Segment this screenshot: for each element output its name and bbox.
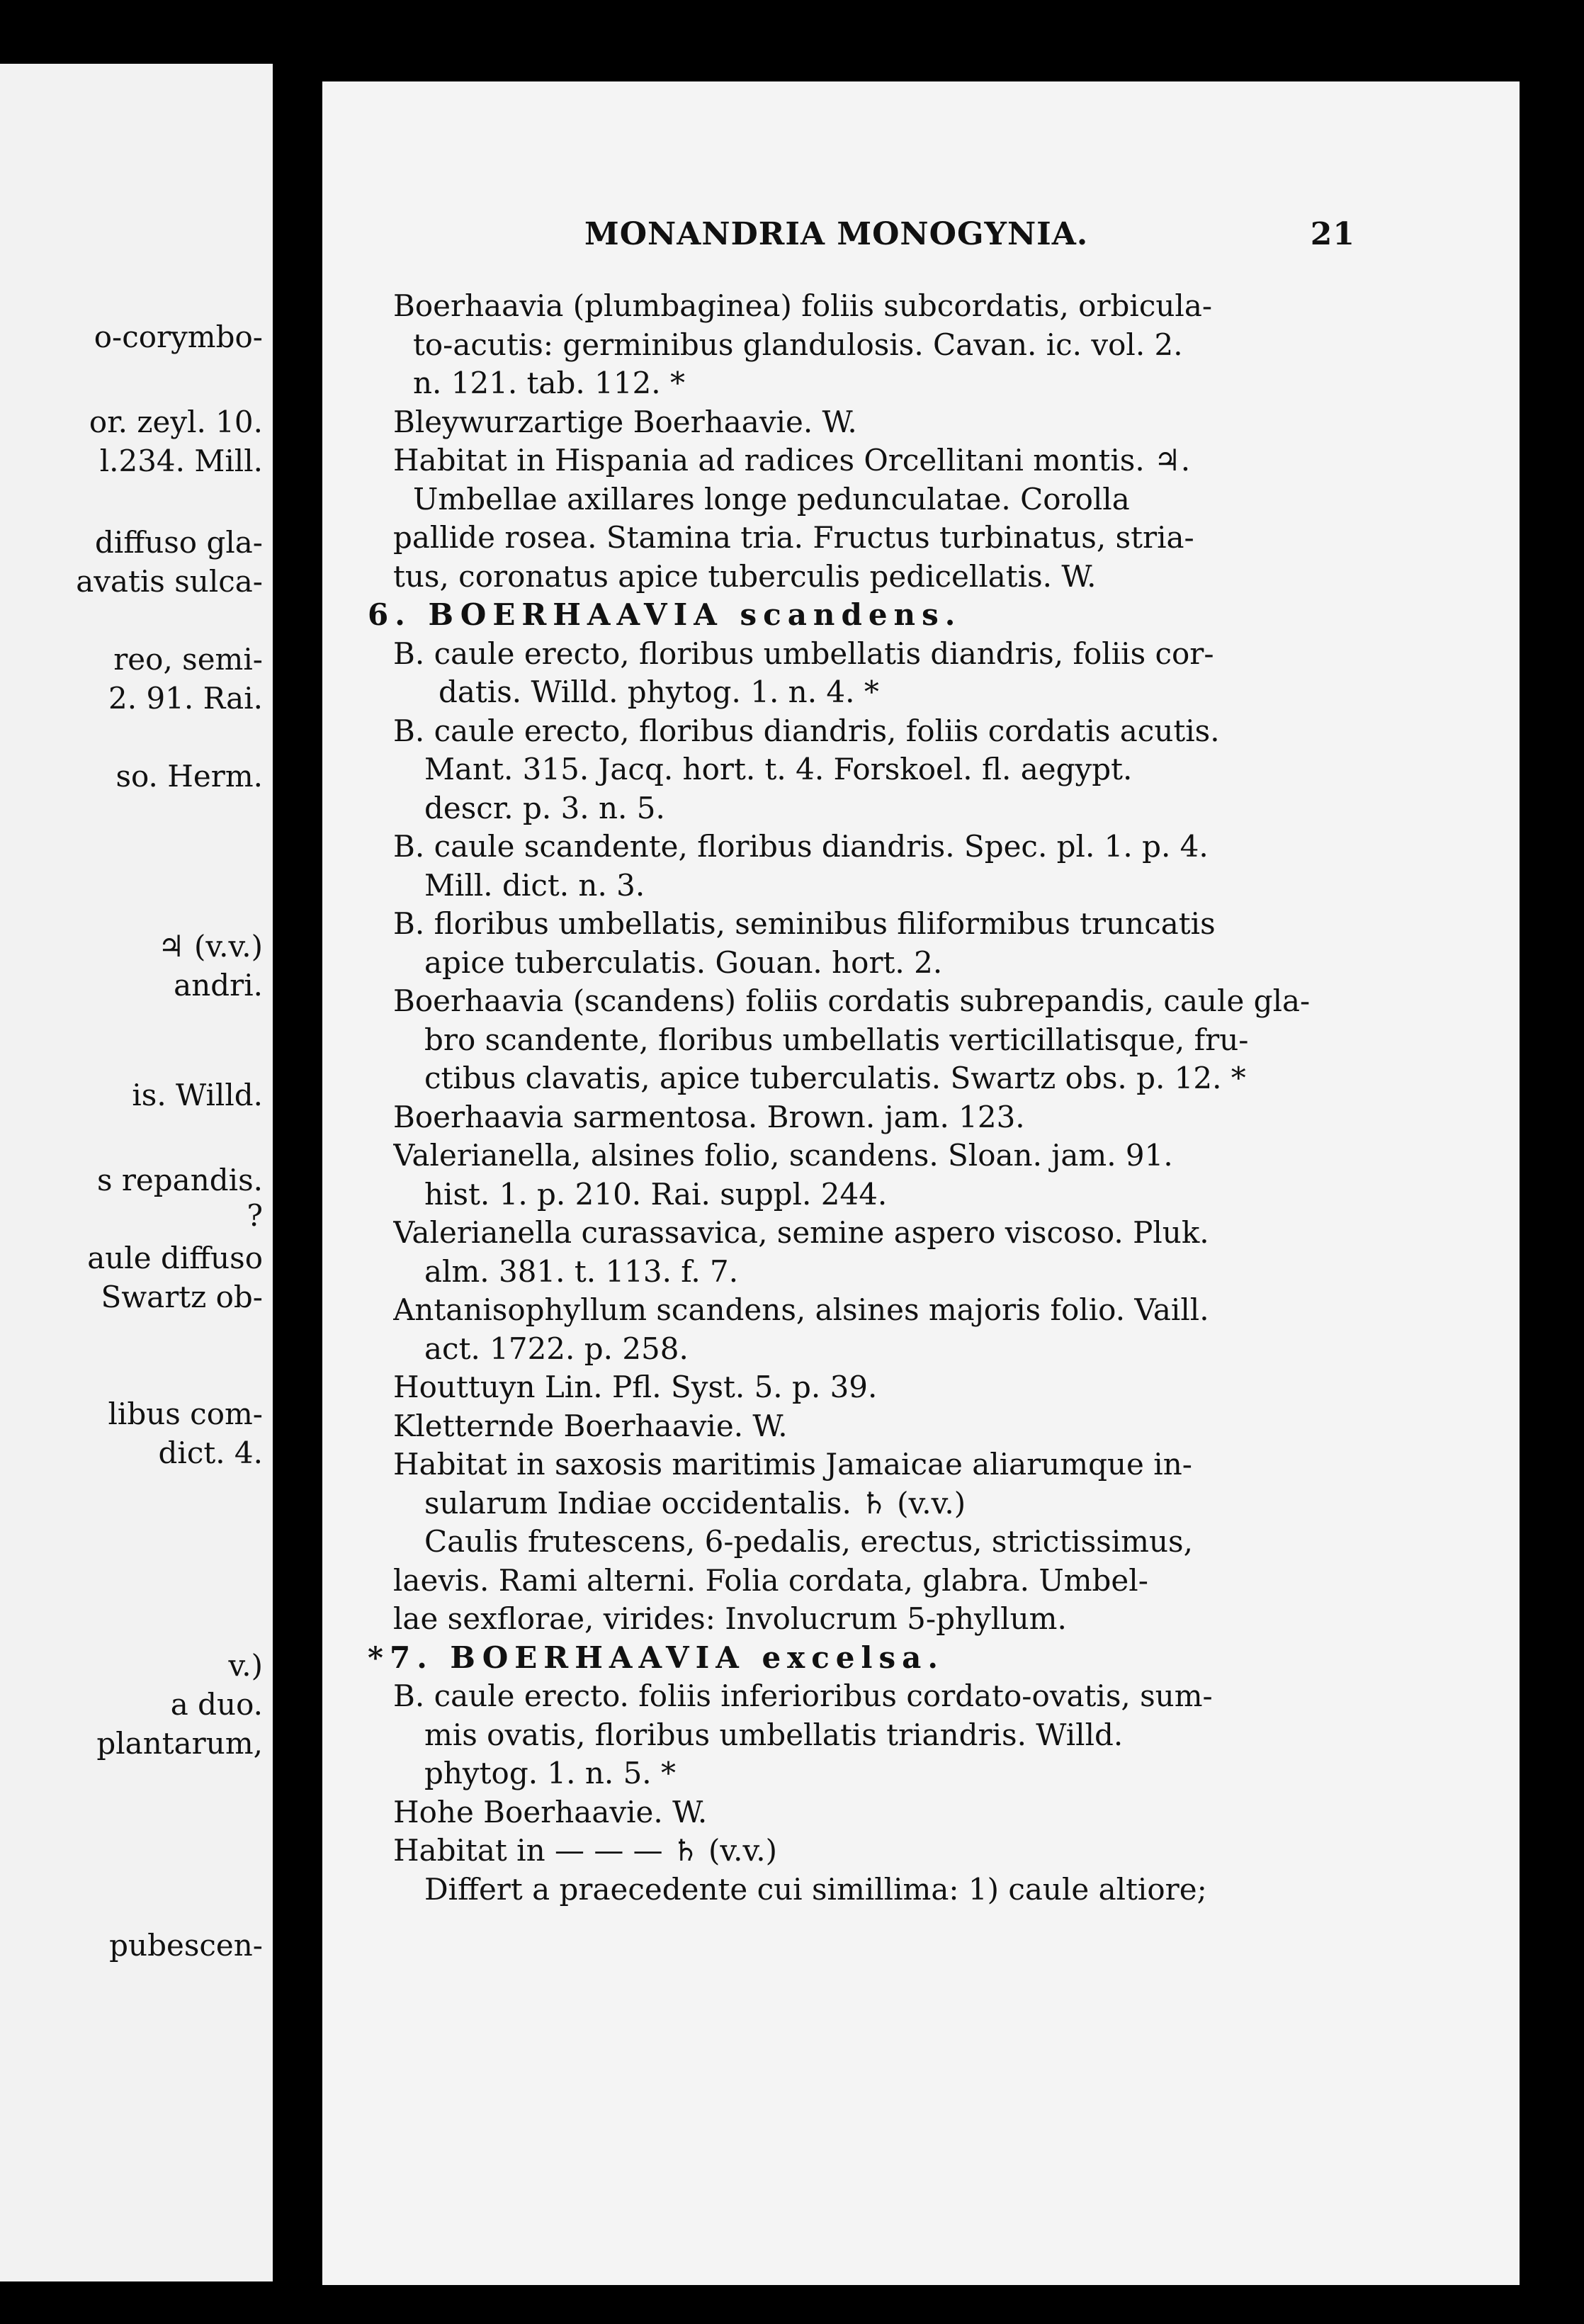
text-line: B. floribus umbellatis, seminibus filiformibus truncatis [393,906,1216,941]
left-page-line: Swartz ob- [101,1280,263,1314]
left-page-line: 2. 91. Rai. [108,681,263,716]
left-page-line: v.) [228,1648,263,1683]
text-line: Houttuyn Lin. Pfl. Syst. 5. p. 39. [393,1370,878,1404]
species-heading: *7. BOERHAAVIA excelsa. [368,1640,944,1675]
text-line: Habitat in saxosis maritimis Jamaicae aliarumque in- [393,1447,1192,1482]
page-title: MONANDRIA MONOGYNIA. [584,216,1089,252]
text-line: Differt a praecedente cui simillima: 1) caule altiore; [424,1871,1207,1907]
right-page [322,81,1520,2285]
text-line: lae sexflorae, virides: Involucrum 5-phyllum. [393,1601,1067,1636]
text-line: mis ovatis, floribus umbellatis triandris. Willd. [424,1717,1124,1752]
text-line: laevis. Rami alterni. Folia cordata, glabra. Umbel- [393,1562,1148,1598]
text-line: B. caule erecto, floribus umbellatis diandris, foliis cor- [393,636,1214,671]
text-line: Antanisophyllum scandens, alsines majoris folio. Vaill. [393,1292,1209,1327]
text-line: to-acutis: germinibus glandulosis. Cavan. ic. vol. 2. [413,327,1183,362]
text-line: bro scandente, floribus umbellatis verticillatisque, fru- [424,1022,1249,1057]
text-line: act. 1722. p. 258. [424,1331,689,1366]
text-line: B. caule scandente, floribus diandris. Spec. pl. 1. p. 4. [393,829,1209,864]
left-page-line: libus com- [108,1397,263,1431]
text-line: alm. 381. t. 113. f. 7. [424,1253,739,1289]
text-line: Kletternde Boerhaavie. W. [393,1408,788,1443]
species-heading: 6. BOERHAAVIA scandens. [368,597,962,632]
text-line: n. 121. tab. 112. * [413,366,685,400]
text-line: B. caule erecto, floribus diandris, foliis cordatis acutis. [393,713,1220,748]
left-page-line: ♃ (v.v.) [158,929,263,964]
text-line: Boerhaavia sarmentosa. Brown. jam. 123. [393,1099,1025,1134]
left-page-line: andri. [174,968,263,1003]
text-line: Valerianella curassavica, semine aspero viscoso. Pluk. [393,1215,1209,1250]
left-page-line: ? [247,1198,263,1233]
left-page-line: pubescen- [109,1928,263,1963]
left-page-line: diffuso gla- [95,525,263,560]
text-line: Boerhaavia (plumbaginea) foliis subcordatis, orbicula- [393,288,1213,323]
book-gutter [273,64,322,2281]
left-page-line: o-corymbo- [94,320,263,354]
text-line: Boerhaavia (scandens) foliis cordatis subrepandis, caule gla- [393,983,1311,1018]
left-page-line: dict. 4. [158,1435,263,1470]
text-line: sularum Indiae occidentalis. ♄ (v.v.) [424,1485,966,1521]
text-line: hist. 1. p. 210. Rai. suppl. 244. [424,1176,888,1212]
left-page-line: so. Herm. [115,759,263,794]
text-line: apice tuberculatis. Gouan. hort. 2. [424,944,943,980]
left-page-line: aule diffuso [87,1241,263,1275]
text-line: Bleywurzartige Boerhaavie. W. [393,404,857,439]
left-page-line: or. zeyl. 10. [89,405,263,439]
text-line: Habitat in — — — ♄ (v.v.) [393,1833,777,1868]
left-page-line: is. Willd. [132,1078,263,1112]
text-line: Mill. dict. n. 3. [424,867,645,903]
text-line: pallide rosea. Stamina tria. Fructus turbinatus, stria- [393,520,1194,555]
text-line: tus, coronatus apice tuberculis pedicellatis. W. [393,558,1097,594]
text-line: Umbellae axillares longe pedunculatae. Corolla [413,481,1130,517]
left-page-line: l.234. Mill. [99,444,263,478]
text-line: datis. Willd. phytog. 1. n. 4. * [439,675,879,709]
page-number: 21 [1310,216,1355,252]
text-line: B. caule erecto. foliis inferioribus cordato-ovatis, sum- [393,1679,1213,1713]
text-line: Caulis frutescens, 6-pedalis, erectus, strictissimus, [424,1524,1193,1559]
running-header [322,216,1520,259]
text-line: Habitat in Hispania ad radices Orcellitani montis. ♃. [393,443,1191,478]
text-line: Valerianella, alsines folio, scandens. Sloan. jam. 91. [393,1138,1173,1173]
left-page-line: a duo. [170,1687,263,1722]
left-page-line: reo, semi- [113,642,263,677]
text-line: ctibus clavatis, apice tuberculatis. Swartz obs. p. 12. * [424,1061,1246,1095]
text-line: Mant. 315. Jacq. hort. t. 4. Forskoel. fl. aegypt. [424,752,1133,786]
left-page-line: plantarum, [96,1726,263,1761]
left-page-line: avatis sulca- [76,564,263,599]
text-line: Hohe Boerhaavie. W. [393,1794,708,1829]
text-line: descr. p. 3. n. 5. [424,790,665,825]
left-page-line: s repandis. [96,1163,263,1197]
page-body-text [368,287,1328,1909]
text-line: phytog. 1. n. 5. * [424,1756,677,1790]
left-page-fragment [0,64,273,2281]
